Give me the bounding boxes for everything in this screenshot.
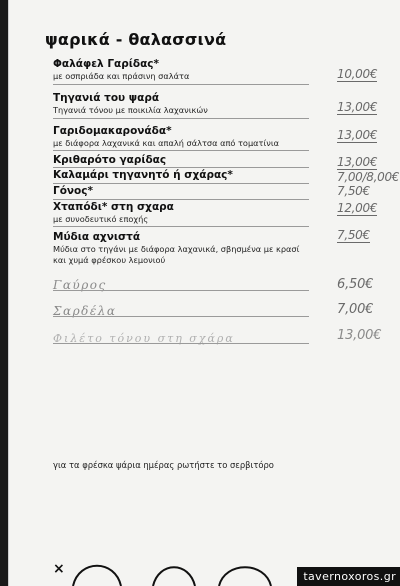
menu-item	[53, 154, 309, 167]
handwritten-item-price: 7,00€	[337, 302, 374, 317]
divider	[53, 84, 309, 85]
item-description: Τηγανιά τόνου με ποικιλία λαχανικών	[53, 105, 208, 115]
item-name: Γόνος*	[53, 185, 93, 197]
close-mark-icon: ×	[53, 561, 65, 577]
decorative-arches-icon	[69, 553, 309, 586]
divider	[53, 316, 309, 317]
divider	[53, 226, 309, 227]
item-description: με συνοδευτικό εποχής	[53, 214, 149, 224]
item-name: Τηγανιά του ψαρά	[53, 92, 160, 104]
item-price: 13,00€	[337, 155, 378, 169]
item-name: Μύδια αχνιστά	[53, 231, 141, 243]
handwritten-item-name: Σαρδέλα	[53, 304, 117, 318]
item-price: 7,50€	[337, 184, 370, 198]
divider	[53, 199, 309, 200]
menu-item	[53, 92, 309, 116]
handwritten-item-price: 6,50€	[337, 277, 374, 292]
item-price: 12,00€	[337, 201, 378, 215]
item-description: με οσπριάδα και πράσινη σαλάτα	[53, 71, 190, 81]
item-price: 13,00€	[337, 100, 378, 114]
divider	[53, 150, 309, 151]
item-name: Γαριδομακαρονάδα*	[53, 125, 172, 137]
item-name: Κριθαρότο γαρίδας	[53, 154, 167, 166]
watermark: tavernoxoros.gr	[297, 567, 400, 586]
menu-item	[53, 125, 309, 149]
item-description: Μύδια στο τηγάνι με διάφορα λαχανικά, σβησμένα με κρασί και χυμά φρέσκου λεμονιού	[53, 244, 300, 265]
item-description: με διάφορα λαχανικά και απαλή σάλτσα από τοματίνια	[53, 138, 279, 148]
section-title: ψαρικά - θαλασσινά	[45, 30, 227, 49]
item-name: Καλαμάρι τηγανητό ή σχάρας*	[53, 169, 233, 181]
menu-item	[53, 231, 309, 266]
menu-item	[53, 201, 309, 225]
menu-item	[53, 169, 309, 182]
footnote: για τα φρέσκα ψάρια ημέρας ρωτήστε το σερβιτόρο	[53, 460, 274, 470]
item-price: 13,00€	[337, 128, 378, 142]
handwritten-item-name: Φιλέτο τόνου στη σχάρα	[53, 332, 235, 345]
divider	[53, 183, 309, 184]
menu-item	[53, 185, 309, 198]
item-price: 7,50€	[337, 228, 370, 242]
divider	[53, 118, 309, 119]
divider	[53, 167, 309, 168]
handwritten-item-price: 13,00€	[337, 328, 382, 343]
item-price: 10,00€	[337, 67, 378, 81]
divider	[53, 290, 309, 291]
item-price: 7,00/8,00€	[337, 170, 400, 184]
handwritten-item-name: Γαύρος	[53, 278, 107, 292]
divider	[53, 343, 309, 344]
item-name: Φαλάφελ Γαρίδας*	[53, 58, 160, 70]
item-name: Χταπόδι* στη σχαρα	[53, 201, 174, 213]
menu-item	[53, 58, 309, 82]
menu-page	[8, 0, 400, 586]
